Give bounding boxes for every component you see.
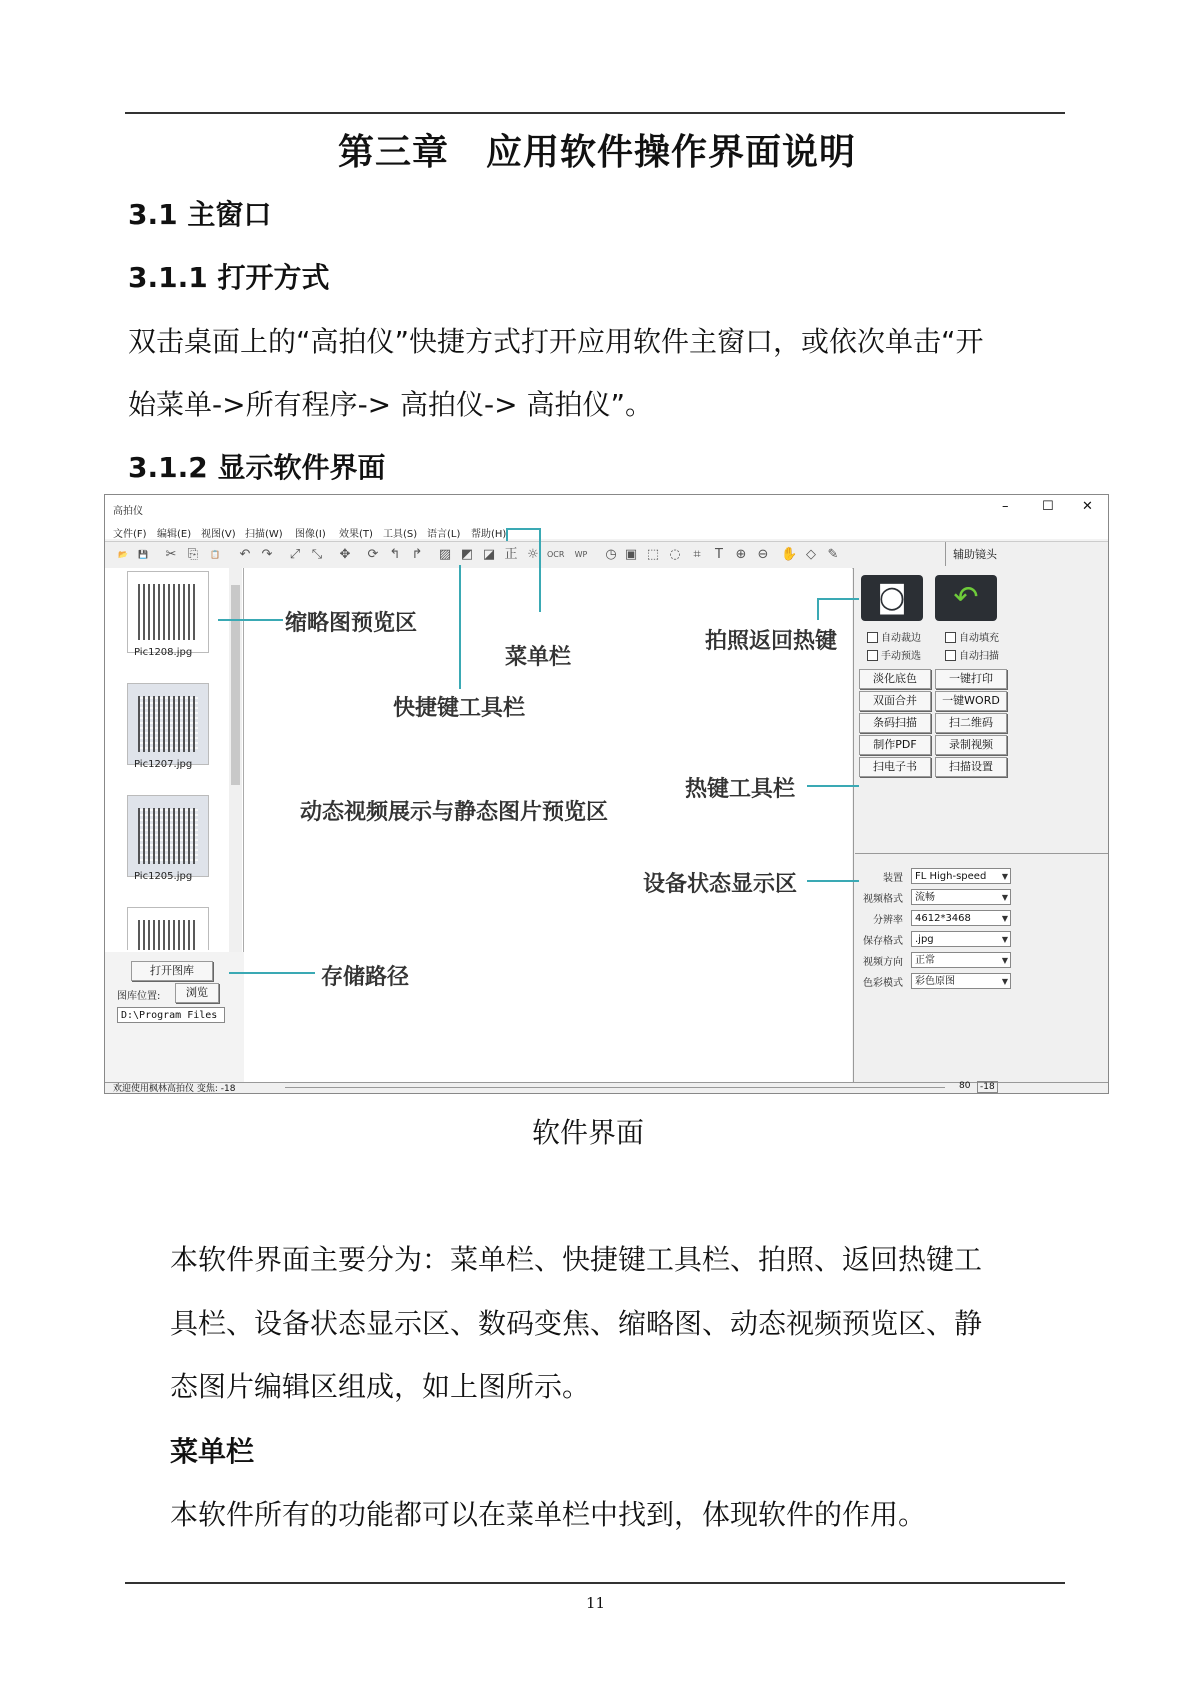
device-field-select[interactable] (911, 952, 1011, 968)
status-bar (105, 1082, 1108, 1094)
device-field-value: 正常 (915, 955, 935, 966)
thumbnail-image[interactable] (127, 683, 209, 765)
device-field-select[interactable] (911, 931, 1011, 947)
figure-caption: 软件界面 (532, 1116, 645, 1149)
close-button[interactable]: ✕ (1082, 499, 1093, 514)
menu-item[interactable]: 图像(I) (295, 529, 326, 540)
device-field-label: 装置 (883, 873, 903, 884)
page-number: 11 (586, 1594, 606, 1612)
paragraph-menu: 本软件所有的功能都可以在菜单栏中找到，体现软件的作用。 (170, 1498, 927, 1531)
device-field-value: .jpg (915, 934, 934, 945)
device-field-value: FL High-speed (915, 871, 987, 882)
one-click-print-button[interactable]: 一键打印 (935, 669, 1007, 689)
qr-scan-button[interactable]: 扫二维码 (935, 713, 1007, 733)
open-library-button[interactable]: 打开图库 (131, 961, 213, 981)
save-icon[interactable]: 💾 (138, 550, 148, 559)
device-field-value: 彩色原图 (915, 976, 955, 987)
thumbnail-image[interactable] (127, 795, 209, 877)
minimize-button[interactable]: – (1002, 499, 1009, 514)
hand-icon[interactable]: ✋ (781, 547, 798, 562)
callout-line (817, 598, 859, 600)
paragraph-open-line1: 双击桌面上的“高拍仪”快捷方式打开应用软件主窗口，或依次单击“开 (128, 325, 984, 358)
device-field-label: 视频格式 (863, 894, 903, 905)
section-heading-3-1: 3.1 主窗口 (128, 198, 272, 231)
lasso-icon[interactable]: ◌ (669, 547, 681, 562)
section-heading-3-1-1: 3.1.1 打开方式 (128, 261, 330, 294)
callout-line (807, 880, 859, 882)
callout-storage-path: 存储路径 (321, 965, 410, 990)
zoom-in-icon[interactable]: ⊕ (735, 547, 747, 562)
wp-icon[interactable]: WP (574, 550, 588, 559)
undo-icon[interactable]: ↶ (239, 547, 251, 562)
device-field-label: 分辨率 (873, 915, 903, 926)
section-heading-3-1-2: 3.1.2 显示软件界面 (128, 451, 386, 484)
thumbnail-label: Pic1207.jpg (134, 759, 193, 770)
chevron-down-icon[interactable]: ▼ (1001, 935, 1008, 944)
paste-icon[interactable]: 📋 (210, 550, 220, 559)
device-field-select[interactable] (911, 889, 1011, 905)
thumbnail-image[interactable] (127, 571, 209, 653)
select-icon[interactable]: ⬚ (646, 547, 660, 562)
shade2-icon[interactable]: ◪ (482, 547, 496, 562)
pen-icon[interactable]: ✎ (827, 547, 839, 562)
paragraph-main-line1: 本软件界面主要分为：菜单栏、快捷键工具栏、拍照、返回热键工 (170, 1243, 983, 1276)
device-field-select[interactable] (911, 868, 1011, 884)
window-title-bar (105, 495, 1108, 521)
chapter-title: 第三章 应用软件操作界面说明 (338, 132, 857, 173)
callout-hotkey-toolbar: 热键工具栏 (685, 777, 796, 802)
ocr-icon[interactable]: OCR (547, 550, 565, 559)
checkbox-label: 自动填充 (959, 633, 999, 644)
callout-line (459, 565, 461, 689)
device-field-label: 色彩模式 (863, 978, 903, 989)
header-rule (125, 112, 1065, 114)
chevron-down-icon[interactable]: ▼ (1001, 977, 1008, 986)
return-icon[interactable]: ↶ (935, 575, 997, 621)
toolbar-divider (945, 542, 946, 566)
aux-lens-label[interactable]: 辅助镜头 (953, 548, 997, 561)
hatch-icon[interactable]: ▨ (438, 547, 452, 562)
crop-icon[interactable]: ⌗ (693, 547, 701, 562)
paragraph-main-line2: 具栏、设备状态显示区、数码变焦、缩略图、动态视频预览区、静 (170, 1307, 983, 1340)
thumbnail-label: Pic1208.jpg (134, 647, 193, 658)
zoom-box[interactable]: -18 (977, 1081, 998, 1093)
one-click-word-button[interactable]: 一键WORD (935, 691, 1007, 711)
rotate-right-icon[interactable]: ↱ (411, 547, 423, 562)
menu-item[interactable]: 语言(L) (427, 529, 461, 540)
maximize-button[interactable]: ☐ (1042, 499, 1054, 514)
rotate-left-icon[interactable]: ↰ (389, 547, 401, 562)
chevron-down-icon[interactable]: ▼ (1001, 956, 1008, 965)
checkbox-label: 手动预选 (881, 651, 921, 662)
menu-item[interactable]: 帮助(H) (471, 529, 507, 540)
barcode-scan-button[interactable]: 条码扫描 (859, 713, 931, 733)
footer-rule (125, 1582, 1065, 1584)
device-field-label: 保存格式 (863, 936, 903, 947)
callout-line (807, 785, 859, 787)
chevron-down-icon[interactable]: ▼ (1001, 914, 1008, 923)
software-screenshot (104, 494, 1109, 1094)
device-field-value: 流畅 (915, 892, 935, 903)
zoom-value: 80 (959, 1081, 971, 1091)
callout-menu-bar: 菜单栏 (505, 645, 572, 670)
move-icon[interactable]: ✥ (339, 547, 351, 562)
callout-thumbnail-area: 缩略图预览区 (285, 611, 418, 636)
menu-item[interactable]: 编辑(E) (157, 529, 192, 540)
copy-icon[interactable]: ⎘ (187, 547, 199, 562)
open-icon[interactable]: 📂 (118, 550, 128, 559)
callout-line (817, 598, 819, 620)
eraser-icon[interactable]: ◇ (806, 547, 816, 562)
deskew-icon[interactable]: 正 (504, 547, 518, 562)
menu-item[interactable]: 工具(S) (383, 529, 418, 540)
status-text: 欢迎使用枫林高拍仪 变焦: -18 (113, 1084, 236, 1094)
record-video-button[interactable]: 录制视频 (935, 735, 1007, 755)
auto-fill-checkbox[interactable] (945, 632, 956, 643)
auto-crop-checkbox[interactable] (867, 632, 878, 643)
timer-icon[interactable]: ◷ (605, 547, 617, 562)
thumbnail-label: Pic1205.jpg (134, 871, 193, 882)
scan-settings-button[interactable]: 扫描设置 (935, 757, 1007, 777)
cut-icon[interactable]: ✂ (165, 547, 177, 562)
menu-item[interactable]: 扫描(W) (245, 529, 283, 540)
menu-item[interactable]: 文件(F) (113, 529, 147, 540)
fade-background-button[interactable]: 淡化底色 (859, 669, 931, 689)
camera-icon[interactable]: ◙ (861, 575, 923, 621)
path-field[interactable]: D:\Program Files (117, 1007, 225, 1023)
callout-line (229, 972, 315, 974)
chevron-down-icon[interactable]: ▼ (1001, 893, 1008, 902)
scrollbar-thumb[interactable] (231, 585, 240, 785)
device-panel-divider (855, 853, 1108, 854)
library-location-label: 图库位置: (117, 991, 161, 1002)
manual-preselect-checkbox[interactable] (867, 650, 878, 661)
device-field-select[interactable] (911, 973, 1011, 989)
paragraph-main-line3: 态图片编辑区组成，如上图所示。 (170, 1370, 591, 1403)
paragraph-open-line2: 始菜单->所有程序-> 高拍仪-> 高拍仪”。 (128, 388, 654, 421)
actual-size-icon[interactable]: ⤡ (311, 547, 323, 562)
brightness-icon[interactable]: ☼ (527, 547, 539, 562)
redo-icon[interactable]: ↷ (261, 547, 273, 562)
auto-scan-checkbox[interactable] (945, 650, 956, 661)
callout-photo-return-hotkeys: 拍照返回热键 (705, 629, 838, 654)
callout-line (539, 528, 541, 612)
shade-icon[interactable]: ◩ (460, 547, 474, 562)
text-icon[interactable]: T (715, 547, 723, 562)
callout-shortcut-toolbar: 快捷键工具栏 (393, 696, 526, 721)
device-field-value: 4612*3468 (915, 913, 971, 924)
make-pdf-button[interactable]: 制作PDF (859, 735, 931, 755)
menu-item[interactable]: 效果(T) (339, 529, 373, 540)
checkbox-label: 自动扫描 (959, 651, 999, 662)
callout-preview-area: 动态视频展示与静态图片预览区 (300, 800, 609, 825)
duplex-merge-button[interactable]: 双面合并 (859, 691, 931, 711)
frame-icon[interactable]: ▣ (624, 547, 638, 562)
device-field-label: 视频方向 (863, 957, 903, 968)
zoom-slider[interactable] (285, 1087, 945, 1088)
checkbox-label: 自动裁边 (881, 633, 921, 644)
zoom-out-icon[interactable]: ⊖ (757, 547, 769, 562)
fit-icon[interactable]: ⤢ (289, 547, 301, 562)
device-field-select[interactable] (911, 910, 1011, 926)
callout-device-status: 设备状态显示区 (643, 872, 798, 897)
hotkey-panel (853, 568, 1109, 1082)
window-title: 高拍仪 (113, 506, 143, 517)
chevron-down-icon[interactable]: ▼ (1001, 872, 1008, 881)
callout-line (506, 528, 541, 530)
menu-item[interactable]: 视图(V) (201, 529, 236, 540)
callout-line (218, 619, 283, 621)
thumbnail-image[interactable] (127, 907, 209, 950)
scan-ebook-button[interactable]: 扫电子书 (859, 757, 931, 777)
subheading-menu-bar: 菜单栏 (170, 1435, 255, 1468)
rotate-icon[interactable]: ⟳ (367, 547, 379, 562)
browse-button[interactable]: 浏览 (175, 983, 219, 1003)
